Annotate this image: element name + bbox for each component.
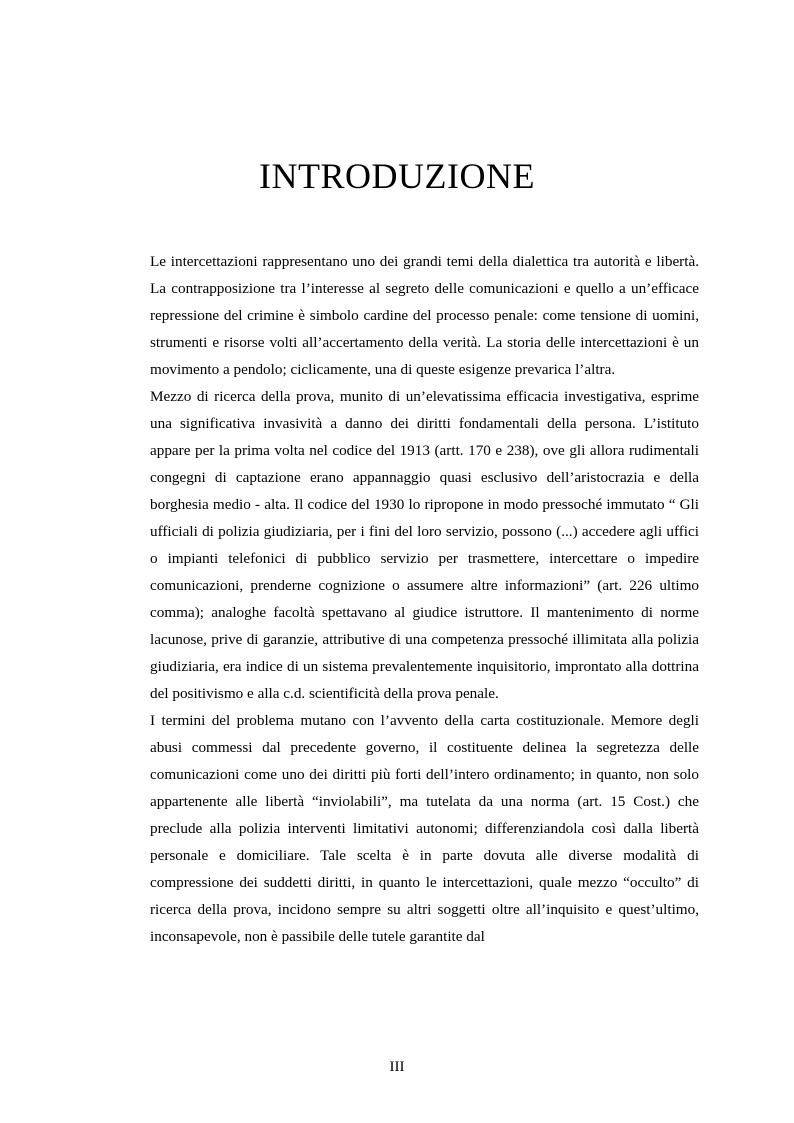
body-text — [150, 248, 699, 950]
page-number: III — [389, 1059, 405, 1075]
chapter-title: INTRODUZIONE — [259, 156, 535, 196]
paragraph-3: I termini del problema mutano con l’avvento della carta costituzionale. Memore degli abusi commessi dal precedente governo, il costituente delinea la segretezza delle comunicazioni come uno dei diritti più forti dell’intero ordinamento; in quanto, non solo appartenente alle libertà “inviolabili”, ma tutelata da una norma (art. 15 Cost.) che preclude alla polizia interventi limitativi autonomi; differenziandola così dalla libertà personale e domiciliare. Tale scelta è in parte dovuta alle diverse modalità di compressione dei suddetti diritti, in quanto le intercettazioni, quale mezzo “occulto” di ricerca della prova, incidono sempre su altri soggetti oltre all’inquisito e quest’ultimo, inconsapevole, non è passibile delle tutele garantite dal — [150, 712, 699, 945]
paragraph-1: Le intercettazioni rappresentano uno dei grandi temi della dialettica tra autorità e libertà. La contrapposizione tra l’interesse al segreto delle comunicazioni e quello a un’efficace repressione del crimine è simbolo cardine del processo penale: come tensione di uomini, strumenti e risorse volti all’accertamento della verità. La storia delle intercettazioni è un movimento a pendolo; ciclicamente, una di queste esigenze prevarica l’altra. — [150, 253, 699, 378]
paragraph-2: Mezzo di ricerca della prova, munito di un’elevatissima efficacia investigativa, esprime una significativa invasività a danno dei diritti fondamentali della persona. L’istituto appare per la prima volta nel codice del 1913 (artt. 170 e 238), ove gli allora rudimentali congegni di captazione erano appannaggio quasi esclusivo dell’aristocrazia e della borghesia medio - alta. Il codice del 1930 lo ripropone in modo pressoché immutato “ Gli ufficiali di polizia giudiziaria, per i fini del loro servizio, possono (...) accedere agli uffici o impianti telefonici di pubblico servizio per trasmettere, intercettare o impedire comunicazioni, prenderne cognizione o assumere altre informazioni” (art. 226 ultimo comma); analoghe facoltà spettavano al giudice istruttore. Il mantenimento di norme lacunose, prive di garanzie, attributive di una competenza pressoché illimitata alla polizia giudiziaria, era indice di un sistema prevalentemente inquisitorio, improntato alla dottrina del positivismo e alla c.d. scientificità della prova penale. — [150, 388, 699, 702]
